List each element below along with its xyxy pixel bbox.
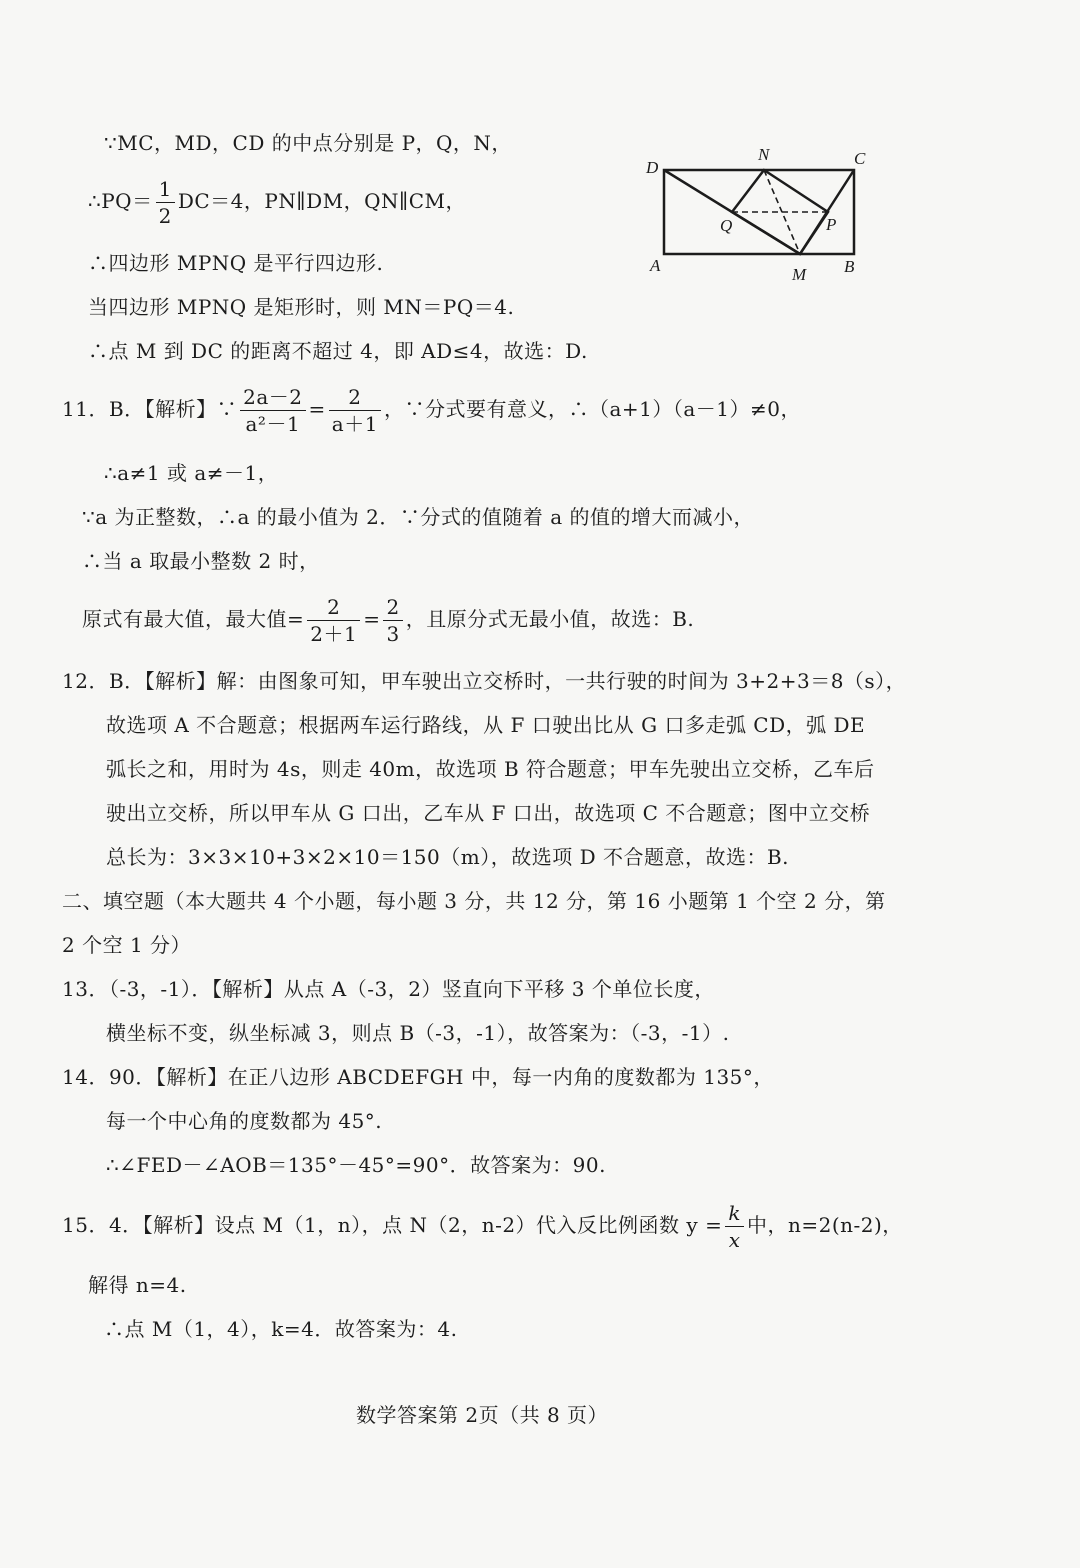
text-span: 原式有最大值，最大值= [82,607,305,631]
text-line: 解得 n=4. [88,1273,187,1297]
text-line: ∴四边形 MPNQ 是平行四边形. [88,251,384,275]
text-span: 15．4．【解析】设点 M（1，n），点 N（2，n-2）代入反比例函数 y = [62,1213,723,1237]
text-line: 每一个中心角的度数都为 45°. [106,1109,383,1133]
text-line [88,176,466,229]
text-span: DC＝4，PN∥DM，QN∥CM， [177,189,466,213]
text-line: 弧长之和，用时为 4s，则走 40m，故选项 B 符合题意；甲车先驶出立交桥，乙车后 [106,757,875,781]
label-d: D [646,158,659,177]
text-line: 13．（-3，-1）．【解析】从点 A（-3，2）竖直向下平移 3 个单位长度， [62,977,715,1001]
text-span: 11．B．【解析】∵ [62,397,238,421]
text-span: 中，n=2(n-2)， [746,1213,903,1237]
text-line: ∴当 a 取最小整数 2 时， [82,549,320,573]
text-line: ∴a≠1 或 a≠－1， [104,461,279,485]
text-span: ，∵分式要有意义，∴（a+1）（a－1）≠0， [383,397,801,421]
page-footer: 数学答案第 2页（共 8 页） [356,1403,609,1427]
fraction [725,1200,744,1253]
label-a: A [650,256,661,275]
text-line: 总长为：3×3×10+3×2×10＝150（m），故选项 D 不合题意，故选：B. [106,845,790,869]
fraction-denominator: 2＋1 [307,620,360,647]
fraction-numerator: 2 [327,595,341,619]
equals-sign: = [363,607,381,631]
text-span: ，且原分式无最小值，故选：B. [405,607,695,631]
text-line: 12．B．【解析】解：由图象可知，甲车驶出立交桥时，一共行驶的时间为 3+2+3＝8（s）， [62,669,907,693]
fraction-denominator: a＋1 [329,410,381,437]
fraction-denominator: 3 [383,620,402,647]
text-line: 横坐标不变，纵坐标减 3，则点 B（-3，-1），故答案为：（-3，-1）. [106,1021,730,1045]
fraction [307,594,360,647]
text-line [82,594,694,647]
label-n: N [758,145,770,164]
fraction [383,594,402,647]
text-line: ∴∠FED－∠AOB＝135°－45°=90°．故答案为：90. [106,1153,606,1177]
equals-sign: = [308,397,326,421]
fraction-numerator: 2 [386,595,400,619]
fraction-numerator: 2a－2 [243,385,303,409]
text-line: ∵a 为正整数，∴a 的最小值为 2．∵分式的值随着 a 的值的增大而减小， [82,505,755,529]
text-line [62,1200,903,1253]
rectangle-diagram [638,140,898,290]
label-b: B [844,257,855,276]
label-m: M [792,265,807,284]
text-line: ∴点 M（1，4），k=4．故答案为：4. [104,1317,458,1341]
fraction [329,384,381,437]
text-line: 当四边形 MPNQ 是矩形时，则 MN＝PQ＝4. [88,295,515,319]
fraction-denominator: 2 [156,202,175,229]
text-span: ∴PQ＝ [88,189,153,213]
fraction-numerator: k [728,1201,741,1225]
text-line: 故选项 A 不合题意；根据两车运行路线，从 F 口驶出比从 G 口多走弧 CD，弧 DE [106,713,866,737]
fraction-numerator: 2 [348,385,362,409]
fraction-denominator: x [725,1226,744,1253]
text-line: 14．90．【解析】在正八边形 ABCDEFGH 中，每一内角的度数都为 135°， [62,1065,774,1089]
fraction [156,176,175,229]
fraction-denominator: a²－1 [240,410,305,437]
text-line: 驶出立交桥，所以甲车从 G 口出，乙车从 F 口出，故选项 C 不合题意；图中立交桥 [106,801,871,825]
text-line [62,384,801,437]
label-q: Q [720,216,733,235]
section-heading: 二、填空题（本大题共 4 个小题，每小题 3 分，共 12 分，第 16 小题第 1 个空 2 分，第 [62,889,886,913]
label-c: C [854,149,866,168]
text-line: ∵MC，MD，CD 的中点分别是 P，Q，N， [104,131,512,155]
text-line: 2 个空 1 分） [62,933,192,957]
label-p: P [826,215,837,234]
text-line: ∴点 M 到 DC 的距离不超过 4，即 AD≤4，故选：D. [88,339,588,363]
fraction [240,384,305,437]
fraction-numerator: 1 [158,177,172,201]
